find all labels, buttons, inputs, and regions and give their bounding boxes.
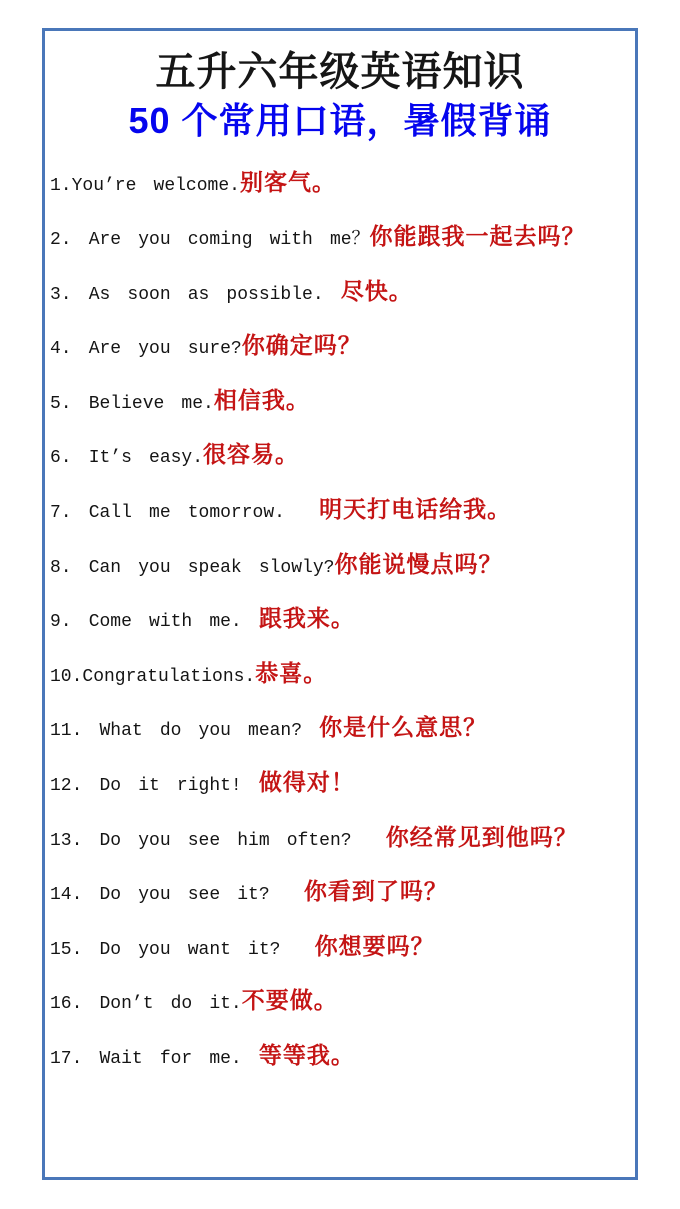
phrase-chinese: 相信我。 <box>213 386 310 413</box>
phrase-chinese: 恭喜。 <box>255 659 328 686</box>
phrase-chinese: 尽快。 <box>340 277 413 304</box>
phrase-english: 14. Do you see it? <box>50 885 304 906</box>
phrase-english: 6. It’s easy. <box>50 448 204 469</box>
phrase-chinese: 别客气。 <box>239 168 336 195</box>
phrase-english: 3. As soon as possible. <box>50 284 341 305</box>
phrase-chinese: 很容易。 <box>203 441 300 468</box>
phrase-english: 5. Believe me. <box>50 393 214 414</box>
phrase-chinese: 跟我来。 <box>258 605 355 632</box>
phrase-english: 9. Come with me. <box>50 612 259 633</box>
phrase-english: 12. Do it right! <box>50 776 259 797</box>
phrase-english: 16. Don’t do it. <box>50 994 242 1015</box>
phrase-item <box>50 1037 630 1092</box>
phrase-english: 4. Are you sure? <box>50 339 242 360</box>
phrase-item <box>50 655 630 710</box>
phrase-english: 1.You’re welcome. <box>50 175 240 196</box>
phrase-english: 13. Do you see him often? <box>50 830 386 851</box>
phrase-item <box>50 819 630 874</box>
phrase-chinese: 做得对！ <box>258 769 355 796</box>
phrase-english: 11. What do you mean? <box>50 721 320 742</box>
phrase-chinese: 你是什么意思？ <box>319 714 488 741</box>
phrase-chinese: 你确定吗？ <box>241 332 362 359</box>
phrase-item <box>50 928 630 983</box>
phrase-chinese: 你想要吗？ <box>314 932 435 959</box>
phrase-chinese: 你能说慢点吗？ <box>334 550 503 577</box>
phrase-item <box>50 709 630 764</box>
phrase-english: 10.Congratulations. <box>50 666 256 687</box>
phrase-chinese: 你经常见到他吗？ <box>385 823 578 850</box>
phrase-item <box>50 327 630 382</box>
phrase-item <box>50 382 630 437</box>
phrase-chinese: 你能跟我一起去吗？ <box>369 223 586 250</box>
phrase-english: 8. Can you speak slowly? <box>50 557 335 578</box>
phrase-english: 2. Are you coming with me？ <box>50 230 370 251</box>
phrase-chinese: 不要做。 <box>241 987 338 1014</box>
phrase-item <box>50 436 630 491</box>
phrase-chinese: 等等我。 <box>258 1042 355 1069</box>
phrase-item <box>50 491 630 546</box>
phrase-item <box>50 764 630 819</box>
phrase-item <box>50 982 630 1037</box>
page-subtitle: 50 个常用口语，暑假背诵 <box>128 100 552 141</box>
phrase-english: 7. Call me tomorrow. <box>50 503 320 524</box>
phrase-chinese: 你看到了吗？ <box>303 878 448 905</box>
bordered-sheet <box>42 28 638 1180</box>
phrase-list <box>50 164 630 1092</box>
phrase-item <box>50 873 630 928</box>
phrase-english: 17. Wait for me. <box>50 1049 259 1070</box>
page-title: 五升六年级英语知识 <box>155 50 525 94</box>
phrase-chinese: 明天打电话给我。 <box>319 496 512 523</box>
phrase-item <box>50 273 630 328</box>
phrase-english: 15. Do you want it? <box>50 939 315 960</box>
phrase-item <box>50 164 630 219</box>
phrase-item <box>50 546 630 601</box>
phrase-item <box>50 600 630 655</box>
phrase-item <box>50 218 630 273</box>
